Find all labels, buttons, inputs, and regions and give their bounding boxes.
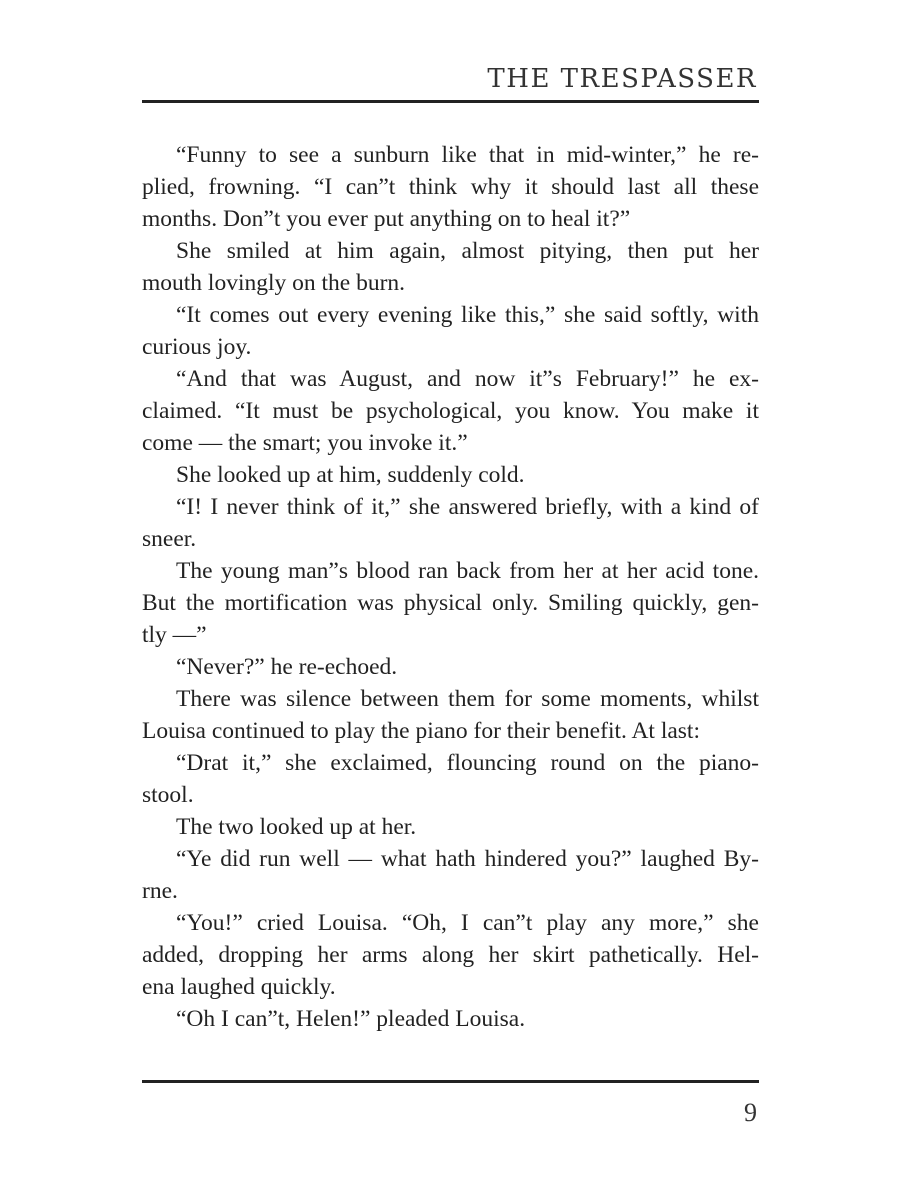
text-line: months. Don”t you ever put anything on to heal it?” — [142, 206, 631, 232]
page-number: 9 — [744, 1098, 757, 1127]
text-line: “It comes out every evening like this,” she said softly, with — [176, 302, 759, 328]
text-line: stool. — [142, 782, 194, 808]
text-line: “Funny to see a sunburn like that in mid-winter,” he re- — [176, 142, 759, 168]
running-head: THE TRESPASSER — [487, 64, 757, 94]
text-line: The young man”s blood ran back from her at her acid tone. — [176, 558, 759, 584]
text-line: tly —” — [142, 622, 207, 648]
text-line: mouth lovingly on the burn. — [142, 270, 406, 296]
text-line: “Drat it,” she exclaimed, flouncing round on the piano- — [176, 750, 759, 776]
text-line: “I! I never think of it,” she answered briefly, with a kind of — [176, 494, 759, 520]
text-line: rne. — [142, 878, 178, 904]
text-line: “And that was August, and now it”s February!” he ex- — [176, 366, 759, 392]
text-line: “Never?” he re-echoed. — [176, 654, 398, 680]
text-line: sneer. — [142, 526, 197, 552]
text-line: ena laughed quickly. — [142, 974, 336, 1000]
text-line: “Oh I can”t, Helen!” pleaded Louisa. — [176, 1006, 526, 1032]
footer-rule — [142, 1080, 759, 1083]
text-line: “You!” cried Louisa. “Oh, I can”t play any more,” she — [176, 910, 759, 936]
text-line: come — the smart; you invoke it.” — [142, 430, 468, 456]
text-line: added, dropping her arms along her skirt pathetically. Hel- — [142, 942, 759, 968]
text-line: There was silence between them for some moments, whilst — [176, 686, 759, 712]
text-line: She looked up at him, suddenly cold. — [176, 462, 525, 488]
text-line: “Ye did run well — what hath hindered you?” laughed By- — [176, 846, 759, 872]
text-line: Louisa continued to play the piano for their benefit. At last: — [142, 718, 700, 744]
text-line: But the mortification was physical only. Smiling quickly, gen- — [142, 590, 759, 616]
text-line: claimed. “It must be psychological, you know. You make it — [142, 398, 759, 424]
text-line: plied, frowning. “I can”t think why it should last all these — [142, 174, 759, 200]
text-line: The two looked up at her. — [176, 814, 417, 840]
body-text — [142, 139, 759, 1035]
text-line: curious joy. — [142, 334, 252, 360]
header-rule — [142, 100, 759, 103]
text-line: She smiled at him again, almost pitying, then put her — [176, 238, 759, 264]
